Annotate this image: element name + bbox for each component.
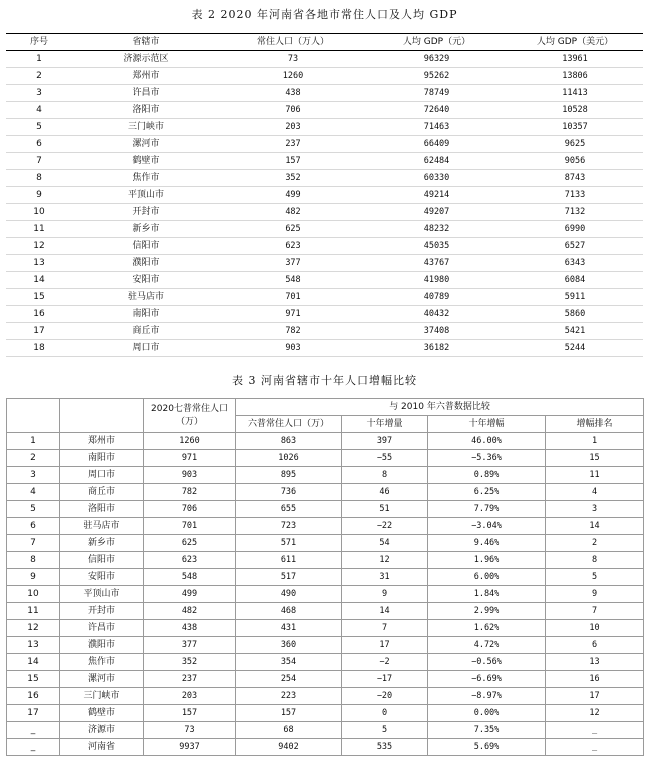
table-cell: 157 [144,705,236,722]
table-cell: 驻马店市 [72,289,220,306]
table-cell: 54 [342,535,428,552]
table-cell: 11 [7,603,60,620]
table-cell: 6.00% [428,569,546,586]
table-row [7,722,644,739]
table-cell: 济源示范区 [72,51,220,68]
table-cell: 13 [546,654,644,671]
table-cell: 许昌市 [60,620,144,637]
table-cell: 5 [342,722,428,739]
table-cell: 平顶山市 [72,187,220,204]
table-cell: 51 [342,501,428,518]
table-cell: 11 [546,467,644,484]
table-cell: 5860 [507,306,643,323]
table-row [6,272,643,289]
table-cell: 4 [546,484,644,501]
table3-header-index [7,399,60,433]
table-cell: 782 [220,323,366,340]
table-cell: 468 [236,603,342,620]
table-cell: 96329 [366,51,507,68]
table-row [7,518,644,535]
table-cell: 49207 [366,204,507,221]
table-cell: _ [7,739,60,756]
table-cell: 625 [220,221,366,238]
table-cell: 14 [7,654,60,671]
table-cell: 南阳市 [60,450,144,467]
table-cell: 12 [342,552,428,569]
table-cell: 223 [236,688,342,705]
table2-header-cell: 人均 GDP（美元） [507,34,643,51]
table-cell: 8 [6,170,72,187]
table-cell: 903 [220,340,366,357]
table-cell: 17 [6,323,72,340]
table-cell: 17 [546,688,644,705]
table2-header-cell: 序号 [6,34,72,51]
table-cell: 8 [546,552,644,569]
table-row [6,221,643,238]
table-cell: 203 [220,119,366,136]
table-cell: 431 [236,620,342,637]
table-cell: 36182 [366,340,507,357]
table-cell: 68 [236,722,342,739]
table3-population-growth [6,398,644,756]
table-cell: 6990 [507,221,643,238]
table-cell: 2 [7,450,60,467]
table-cell: 6527 [507,238,643,255]
table-cell: 45035 [366,238,507,255]
table-cell: _ [546,739,644,756]
table-row [7,450,644,467]
table-cell: −3.04% [428,518,546,535]
table-row [7,705,644,722]
table-cell: 438 [220,85,366,102]
table-cell: 安阳市 [60,569,144,586]
table-cell: −17 [342,671,428,688]
table-cell: 6343 [507,255,643,272]
table-cell: 157 [220,153,366,170]
table-cell: 信阳市 [72,238,220,255]
table-cell: 548 [220,272,366,289]
table-cell: 7 [7,535,60,552]
table3-subheader-cell: 六普常住人口（万） [236,416,342,433]
table-cell: 洛阳市 [72,102,220,119]
table-cell: 352 [220,170,366,187]
table-cell: 7133 [507,187,643,204]
table-cell: 5.69% [428,739,546,756]
table-cell: 商丘市 [60,484,144,501]
table-cell: 10528 [507,102,643,119]
table-cell: 237 [144,671,236,688]
table-cell: 周口市 [60,467,144,484]
table3-header-comparison-group: 与 2010 年六普数据比较 [236,399,644,416]
table-cell: −22 [342,518,428,535]
table-cell: 16 [7,688,60,705]
table-cell: 237 [220,136,366,153]
table-cell: 7132 [507,204,643,221]
table3-body [7,433,644,756]
table-row [7,603,644,620]
table-cell: 5911 [507,289,643,306]
table-cell: 7 [546,603,644,620]
table-row [6,119,643,136]
table-cell: 438 [144,620,236,637]
table-cell: 河南省 [60,739,144,756]
table-cell: 397 [342,433,428,450]
table-cell: 15 [7,671,60,688]
table-cell: 535 [342,739,428,756]
table-row [6,136,643,153]
table-cell: 12 [7,620,60,637]
table-row [6,51,643,68]
table2-body [6,51,643,357]
table-cell: 15 [546,450,644,467]
table2-header-row [6,34,643,51]
table-row [6,204,643,221]
table-cell: 706 [144,501,236,518]
table-cell: 18 [6,340,72,357]
table-cell: 16 [546,671,644,688]
table-cell: 2 [6,68,72,85]
table-cell: 1260 [220,68,366,85]
table-cell: 9 [7,569,60,586]
table-cell: 9625 [507,136,643,153]
table-row [7,586,644,603]
table-cell: 40432 [366,306,507,323]
table-cell: 郑州市 [60,433,144,450]
table-cell: 482 [220,204,366,221]
table-cell: 济源市 [60,722,144,739]
table-cell: 郑州市 [72,68,220,85]
table-cell: 8 [342,467,428,484]
table-row [7,467,644,484]
table-row [6,85,643,102]
table-cell: 安阳市 [72,272,220,289]
table-cell: 517 [236,569,342,586]
table-cell: 新乡市 [72,221,220,238]
table-cell: 5 [6,119,72,136]
table-cell: −20 [342,688,428,705]
table-row [7,654,644,671]
table-cell: 5244 [507,340,643,357]
table-cell: 漯河市 [60,671,144,688]
table-cell: 701 [144,518,236,535]
table-cell: 驻马店市 [60,518,144,535]
table-cell: 6 [546,637,644,654]
table-cell: 三门峡市 [60,688,144,705]
table2-header-cell: 省辖市 [72,34,220,51]
table-cell: 5 [546,569,644,586]
table-row [6,170,643,187]
table3-subheader-cell: 十年增量 [342,416,428,433]
table-cell: 254 [236,671,342,688]
table2-population-gdp [6,33,643,357]
table-cell: 13 [7,637,60,654]
table-cell: 12 [6,238,72,255]
table-cell: 漯河市 [72,136,220,153]
table-row [6,306,643,323]
table-cell: 71463 [366,119,507,136]
table-cell: 60330 [366,170,507,187]
table-cell: 157 [236,705,342,722]
table-cell: 62484 [366,153,507,170]
table-cell: 6 [7,518,60,535]
table-cell: 新乡市 [60,535,144,552]
table-cell: 17 [7,705,60,722]
table3-caption: 表 3 河南省辖市十年人口增幅比较 [232,374,417,387]
table-cell: 开封市 [72,204,220,221]
table-cell: 13806 [507,68,643,85]
table-cell: 10 [546,620,644,637]
table-cell: 736 [236,484,342,501]
table-cell: 43767 [366,255,507,272]
table-cell: 10357 [507,119,643,136]
table-cell: 7.79% [428,501,546,518]
table-cell: 971 [144,450,236,467]
table-cell: 72640 [366,102,507,119]
table-cell: 895 [236,467,342,484]
table-row [6,153,643,170]
table-cell: 863 [236,433,342,450]
table-cell: 4 [6,102,72,119]
table-cell: 9402 [236,739,342,756]
table-cell: 14 [6,272,72,289]
table3-header-census2020: 2020七普常住人口（万） [144,399,236,433]
table-row [7,671,644,688]
table-row [6,289,643,306]
table3-subheader-cell: 增幅排名 [546,416,644,433]
table-cell: 377 [144,637,236,654]
table-cell: 4.72% [428,637,546,654]
table-row [6,238,643,255]
table-cell: 7.35% [428,722,546,739]
table-row [7,501,644,518]
table-cell: 40789 [366,289,507,306]
table-cell: 0.89% [428,467,546,484]
table-cell: 9937 [144,739,236,756]
table-cell: 1.62% [428,620,546,637]
table-cell: 濮阳市 [60,637,144,654]
table-cell: 971 [220,306,366,323]
table-cell: _ [7,722,60,739]
table-row [6,102,643,119]
table3-subheader-cell: 十年增幅 [428,416,546,433]
table-cell: 许昌市 [72,85,220,102]
table-cell: 499 [144,586,236,603]
table-cell: 360 [236,637,342,654]
table-cell: 499 [220,187,366,204]
table-cell: 5421 [507,323,643,340]
table-cell: 9 [6,187,72,204]
table2-header-cell: 常住人口（万人） [220,34,366,51]
table3-header-row-1 [7,399,644,416]
table-cell: 3 [7,467,60,484]
table-cell: 78749 [366,85,507,102]
table-cell: 平顶山市 [60,586,144,603]
table-cell: 洛阳市 [60,501,144,518]
table-cell: 开封市 [60,603,144,620]
table-cell: −5.36% [428,450,546,467]
table2-caption: 表 2 2020 年河南省各地市常住人口及人均 GDP [191,8,458,21]
table-cell: 11 [6,221,72,238]
table-cell: 8 [7,552,60,569]
table-cell: 548 [144,569,236,586]
table-cell: 周口市 [72,340,220,357]
table-cell: 611 [236,552,342,569]
table-row [6,340,643,357]
table-cell: 濮阳市 [72,255,220,272]
table-cell: −0.56% [428,654,546,671]
table-cell: 655 [236,501,342,518]
table-row [7,620,644,637]
table-row [6,68,643,85]
table-cell: 17 [342,637,428,654]
table3-header-city [60,399,144,433]
table-cell: 482 [144,603,236,620]
table-cell: −2 [342,654,428,671]
table2-header-cell: 人均 GDP（元） [366,34,507,51]
table-cell: 8743 [507,170,643,187]
table-cell: 623 [220,238,366,255]
table-cell: 鹤壁市 [72,153,220,170]
table-cell: 13 [6,255,72,272]
table-cell: 377 [220,255,366,272]
table-cell: 12 [546,705,644,722]
table-cell: 1026 [236,450,342,467]
table-cell: 2 [546,535,644,552]
table-cell: 0.00% [428,705,546,722]
table-cell: 4 [7,484,60,501]
table-cell: 95262 [366,68,507,85]
table-cell: 354 [236,654,342,671]
table-cell: 焦作市 [72,170,220,187]
table-cell: 723 [236,518,342,535]
table-cell: 9.46% [428,535,546,552]
table-cell: 10 [6,204,72,221]
table-cell: 49214 [366,187,507,204]
table-cell: 31 [342,569,428,586]
table-cell: 鹤壁市 [60,705,144,722]
table-row [7,535,644,552]
table-cell: 9056 [507,153,643,170]
table-cell: 203 [144,688,236,705]
table-cell: 11413 [507,85,643,102]
table-row [7,688,644,705]
table-cell: 9 [546,586,644,603]
table-cell: 48232 [366,221,507,238]
table-cell: −55 [342,450,428,467]
table-cell: 三门峡市 [72,119,220,136]
table-cell: 73 [144,722,236,739]
table-cell: 701 [220,289,366,306]
table-cell: 1260 [144,433,236,450]
table-cell: 10 [7,586,60,603]
table-cell: 46.00% [428,433,546,450]
table-cell: 623 [144,552,236,569]
table-row [6,323,643,340]
table-cell: −6.69% [428,671,546,688]
table-cell: 903 [144,467,236,484]
table-cell: 7 [6,153,72,170]
table-cell: 490 [236,586,342,603]
table-cell: 14 [342,603,428,620]
table-row [7,552,644,569]
table-cell: 2.99% [428,603,546,620]
table-row [7,739,644,756]
table-row [6,255,643,272]
table-cell: 66409 [366,136,507,153]
table-cell: 1.96% [428,552,546,569]
table-cell: 1 [6,51,72,68]
table-cell: 41980 [366,272,507,289]
table-cell: 3 [546,501,644,518]
table-cell: 信阳市 [60,552,144,569]
table-row [7,484,644,501]
table-cell: 46 [342,484,428,501]
table-cell: 1 [7,433,60,450]
table-cell: 782 [144,484,236,501]
table-cell: 1.84% [428,586,546,603]
table-cell: 7 [342,620,428,637]
table-row [7,433,644,450]
table-row [6,187,643,204]
table-cell: 6084 [507,272,643,289]
table-cell: 南阳市 [72,306,220,323]
table-cell: 9 [342,586,428,603]
table-cell: 1 [546,433,644,450]
table-cell: 15 [6,289,72,306]
table-cell: 0 [342,705,428,722]
table-cell: 3 [6,85,72,102]
table-cell: 14 [546,518,644,535]
table-cell: 6 [6,136,72,153]
table-cell: 13961 [507,51,643,68]
table-cell: 73 [220,51,366,68]
table-cell: 706 [220,102,366,119]
table-cell: 625 [144,535,236,552]
table-cell: 商丘市 [72,323,220,340]
table-cell: 16 [6,306,72,323]
table-cell: 焦作市 [60,654,144,671]
table-cell: _ [546,722,644,739]
table-cell: 6.25% [428,484,546,501]
table-row [7,637,644,654]
table-cell: 5 [7,501,60,518]
table-cell: 37408 [366,323,507,340]
table-cell: −8.97% [428,688,546,705]
table-cell: 571 [236,535,342,552]
table-row [7,569,644,586]
table-cell: 352 [144,654,236,671]
